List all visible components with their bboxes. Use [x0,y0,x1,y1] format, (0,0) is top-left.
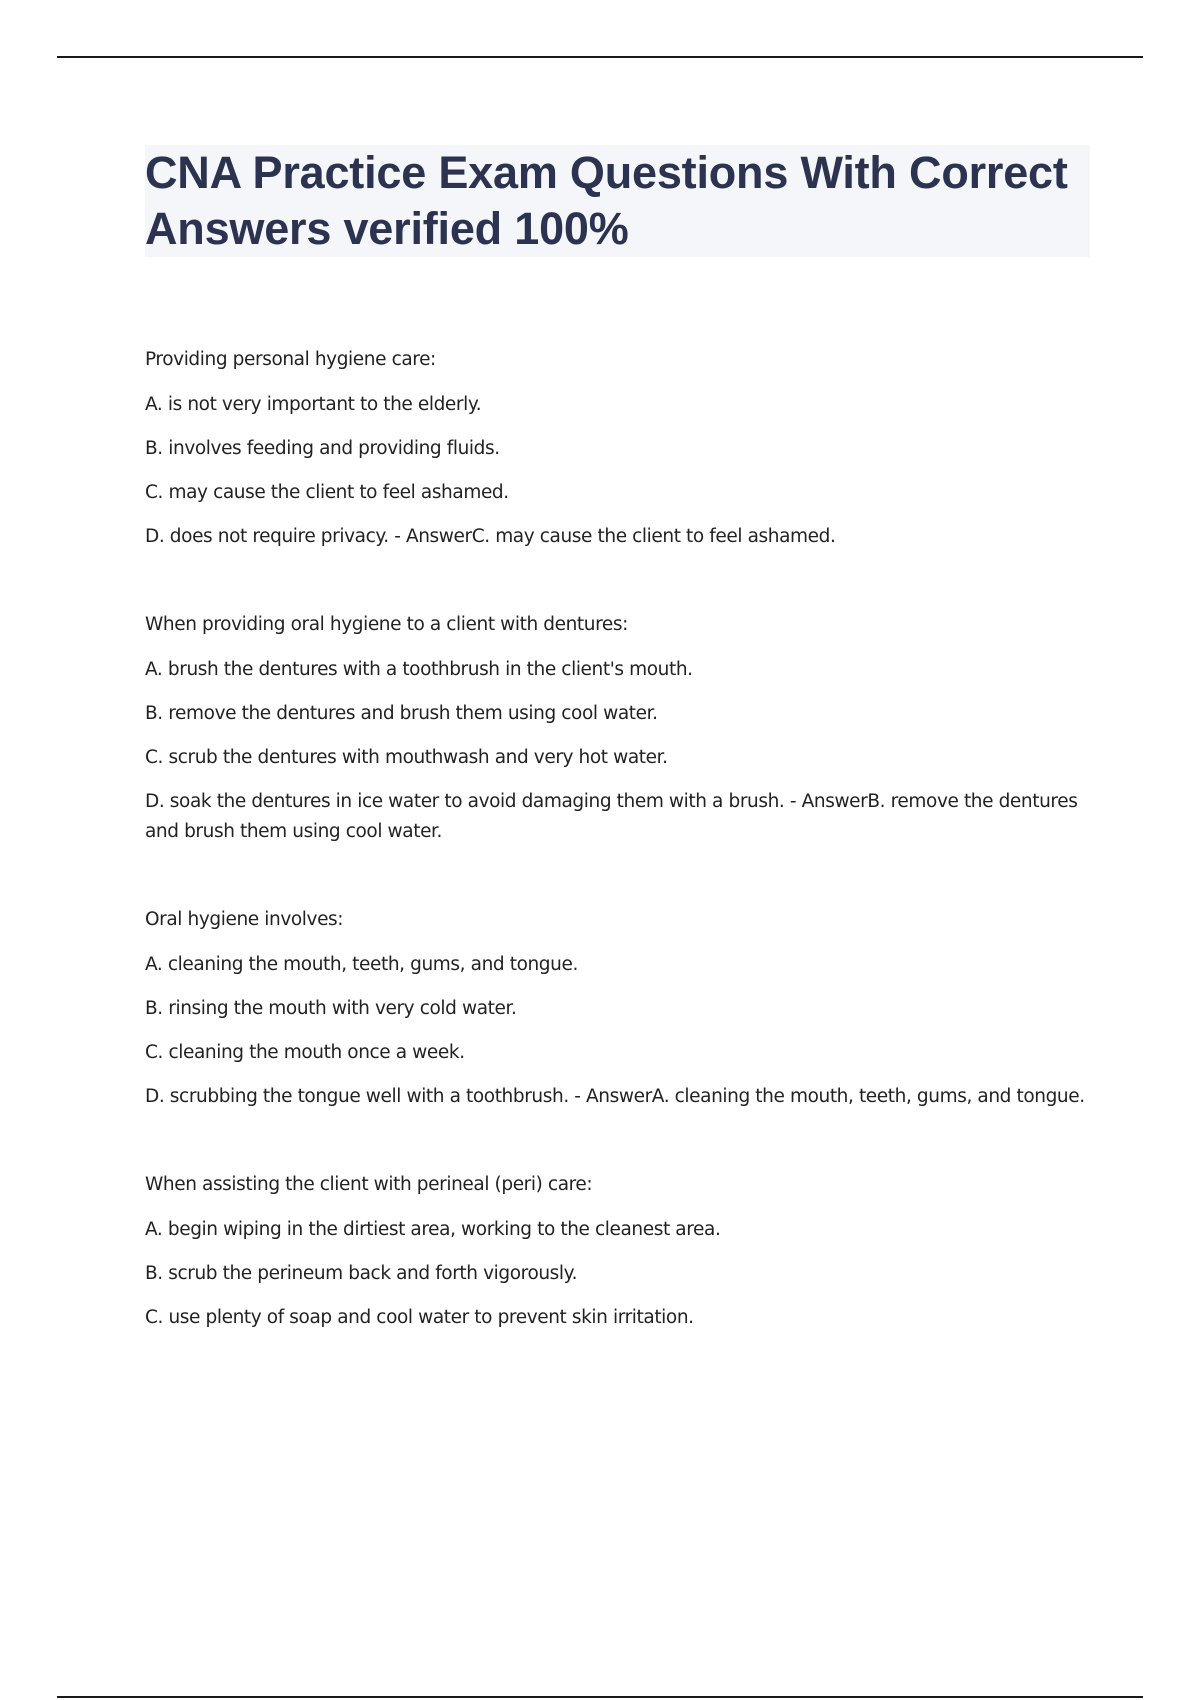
question-block [145,345,1090,552]
answer-option: D. scrubbing the tongue well with a toothbrush. - AnswerA. cleaning the mouth, teeth, gums, and tongue. [145,1086,1085,1107]
answer-option: D. does not require privacy. - AnswerC. may cause the client to feel ashamed. [145,526,836,547]
title-banner [145,145,1090,257]
answer-option: B. remove the dentures and brush them using cool water. [145,703,658,724]
question-block [145,905,1090,1112]
question-prompt: Oral hygiene involves: [145,909,344,930]
answer-option: A. cleaning the mouth, teeth, gums, and tongue. [145,954,578,975]
bottom-rule [57,1696,1143,1698]
question-block [145,1170,1090,1333]
answer-option: C. scrub the dentures with mouthwash and very hot water. [145,747,668,768]
answer-option: B. scrub the perineum back and forth vigorously. [145,1263,578,1284]
question-prompt: When providing oral hygiene to a client with dentures: [145,614,628,635]
answer-option: A. is not very important to the elderly. [145,394,482,415]
page-title: CNA Practice Exam Questions With Correct Answers verified 100% [145,147,1068,254]
answer-option: B. involves feeding and providing fluids. [145,438,500,459]
question-block [145,610,1090,847]
answer-option: C. may cause the client to feel ashamed. [145,482,509,503]
answer-option: A. begin wiping in the dirtiest area, working to the cleanest area. [145,1219,721,1240]
answer-option: C. use plenty of soap and cool water to prevent skin irritation. [145,1307,694,1328]
answer-option: D. soak the dentures in ice water to avoid damaging them with a brush. - AnswerB. remove the dentures and brush them using cool water. [145,791,1078,842]
questions-list [145,345,1090,1391]
answer-option: A. brush the dentures with a toothbrush in the client's mouth. [145,659,693,680]
question-prompt: When assisting the client with perineal (peri) care: [145,1174,593,1195]
answer-option: C. cleaning the mouth once a week. [145,1042,465,1063]
top-rule [57,56,1143,58]
answer-option: B. rinsing the mouth with very cold water. [145,998,517,1019]
question-prompt: Providing personal hygiene care: [145,349,436,370]
